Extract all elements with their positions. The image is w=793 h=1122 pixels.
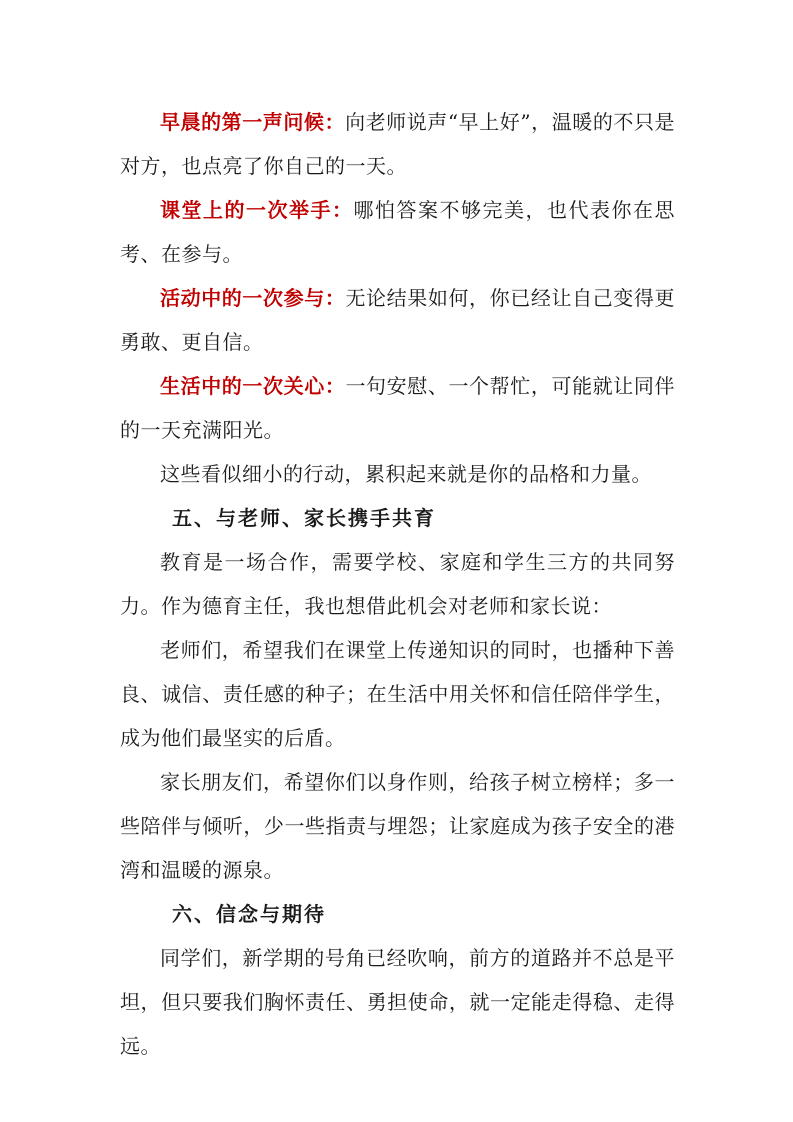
- action-item-care: [120, 364, 675, 452]
- action-item-lead: 活动中的一次参与：: [160, 286, 346, 310]
- action-item-text: 一句安慰、一个帮忙，可能就让同伴的一天充满阳光。: [120, 374, 675, 442]
- actions-summary: 这些看似细小的行动，累积起来就是你的品格和力量。: [160, 462, 652, 486]
- section-six-paragraph: 同学们，新学期的号角已经吹响，前方的道路并不总是平坦，但只要我们胸怀责任、勇担使命，就一定能走得稳、走得远。: [120, 946, 675, 1058]
- action-item-lead: 生活中的一次关心：: [160, 374, 346, 398]
- section-five-paragraph-parents: 家长朋友们，希望你们以身作则，给孩子树立榜样；多一些陪伴与倾听，少一些指责与埋怨；让家庭成为孩子安全的港湾和温暖的源泉。: [120, 770, 675, 882]
- action-item-greeting: [120, 100, 675, 188]
- section-five-paragraph-teachers: 老师们，希望我们在课堂上传递知识的同时，也播种下善良、诚信、责任感的种子；在生活中用关怀和信任陪伴学生，成为他们最坚实的后盾。: [120, 638, 675, 750]
- action-item-lead: 课堂上的一次举手：: [160, 198, 354, 222]
- action-item-lead: 早晨的第一声问候：: [160, 110, 346, 134]
- document-body: [120, 100, 675, 1068]
- action-item-text: 向老师说声“早上好”，温暖的不只是对方，也点亮了你自己的一天。: [120, 110, 676, 178]
- action-item-text: 哪怕答案不够完美，也代表你在思考、在参与。: [120, 198, 675, 266]
- action-item-text: 无论结果如何，你已经让自己变得更勇敢、更自信。: [120, 286, 675, 354]
- action-item-raise-hand: [120, 188, 675, 276]
- section-five-paragraph-cooperation: 教育是一场合作，需要学校、家庭和学生三方的共同努力。作为德育主任，我也想借此机会对老师和家长说：: [120, 550, 675, 618]
- section-six-heading: 六、信念与期待: [172, 902, 326, 926]
- section-five-heading: 五、与老师、家长携手共育: [172, 506, 436, 530]
- action-item-participation: [120, 276, 675, 364]
